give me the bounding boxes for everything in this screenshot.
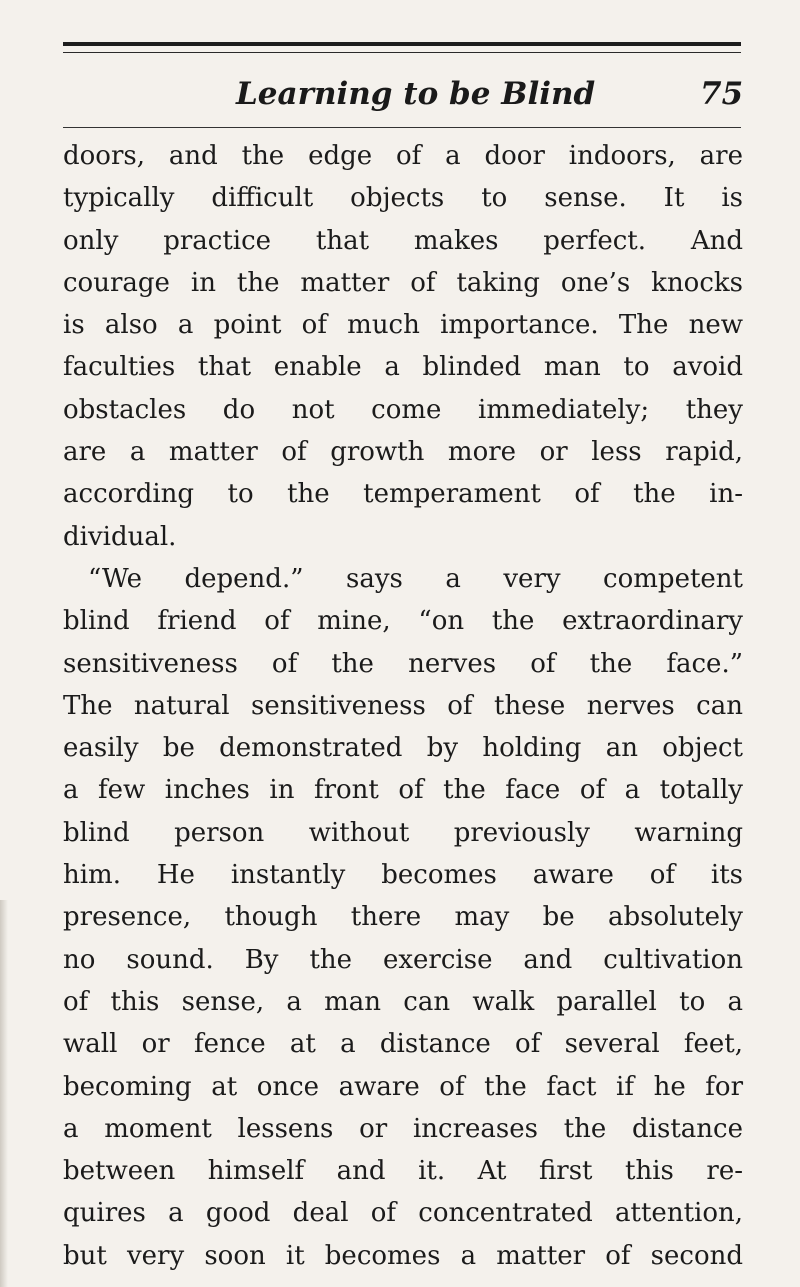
header-rule — [63, 127, 741, 128]
text-line: sensitiveness of the nerves of the face.” — [63, 648, 743, 679]
text-line: only practice that makes perfect. And — [63, 225, 743, 256]
text-line: no sound. By the exercise and cultivation — [63, 944, 743, 975]
text-line: is also a point of much importance. The new — [63, 310, 743, 341]
running-head-title: Learning to be Blind — [236, 76, 596, 112]
text-line: a moment lessens or increases the distance — [63, 1113, 743, 1144]
text-line: blind friend of mine, “on the extraordinary — [63, 606, 743, 637]
text-line: blind person without previously warning — [63, 817, 743, 848]
text-line: of this sense, a man can walk parallel to a — [63, 986, 743, 1017]
text-line: are a matter of growth more or less rapid, — [63, 437, 743, 468]
page-edge-shadow — [0, 900, 8, 1287]
text-line: typically difficult objects to sense. It is — [63, 183, 743, 214]
text-line: easily be demonstrated by holding an object — [63, 733, 743, 764]
text-line-paragraph-start: “We depend.” says a very competent — [88, 563, 743, 594]
body-text — [63, 135, 743, 1277]
text-line: The natural sensitiveness of these nerves can — [63, 690, 743, 721]
text-line: presence, though there may be absolutely — [63, 902, 743, 933]
text-line: according to the temperament of the in- — [63, 479, 743, 510]
text-line: faculties that enable a blinded man to avoid — [63, 352, 743, 383]
text-line: obstacles do not come immediately; they — [63, 394, 743, 425]
text-line: quires a good deal of concentrated attention, — [63, 1198, 743, 1229]
text-line: doors, and the edge of a door indoors, are — [63, 141, 743, 171]
text-line: becoming at once aware of the fact if he for — [63, 1071, 743, 1102]
top-rule — [63, 42, 741, 46]
top-rule-thin — [63, 52, 741, 53]
text-line: courage in the matter of taking one’s knocks — [63, 267, 743, 298]
text-line: between himself and it. At first this re- — [63, 1156, 743, 1187]
text-line: him. He instantly becomes aware of its — [63, 860, 743, 891]
text-line: but very soon it becomes a matter of second — [63, 1240, 743, 1271]
text-line: wall or fence at a distance of several feet, — [63, 1029, 743, 1060]
page-number: 75 — [700, 76, 744, 112]
text-line: a few inches in front of the face of a totally — [63, 775, 743, 806]
text-line-paragraph-end: dividual. — [63, 521, 177, 552]
